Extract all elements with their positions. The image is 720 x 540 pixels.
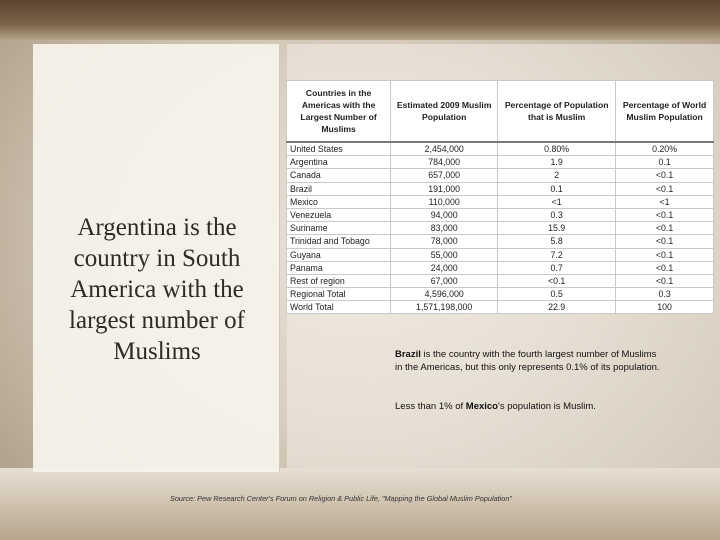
table-row	[287, 288, 714, 301]
table-row	[287, 261, 714, 274]
brazil-note-text: is the country with the fourth largest number of Muslims in the Americas, but this only represents 0.1% of its population.	[395, 349, 660, 373]
cell-percent-population: 0.5	[498, 288, 616, 301]
mexico-note	[395, 401, 665, 414]
cell-country: Canada	[287, 169, 391, 182]
cell-percent-world: 0.1	[616, 156, 714, 169]
table-header-row	[287, 81, 714, 143]
cell-percent-world: <0.1	[616, 169, 714, 182]
cell-country: Venezuela	[287, 208, 391, 221]
cell-percent-population: 0.1	[498, 182, 616, 195]
cell-population: 94,000	[391, 208, 498, 221]
cell-percent-world: <1	[616, 195, 714, 208]
brazil-note-bold: Brazil	[395, 349, 421, 360]
cell-percent-world: 0.20%	[616, 142, 714, 156]
table-row	[287, 208, 714, 221]
cell-country: Rest of region	[287, 274, 391, 287]
table-row	[287, 235, 714, 248]
cell-population: 191,000	[391, 182, 498, 195]
cell-percent-world: <0.1	[616, 274, 714, 287]
table-row	[287, 248, 714, 261]
cell-percent-world: 0.3	[616, 288, 714, 301]
brazil-note	[395, 349, 665, 374]
cell-population: 784,000	[391, 156, 498, 169]
column-header-population: Estimated 2009 Muslim Population	[391, 81, 498, 143]
cell-population: 78,000	[391, 235, 498, 248]
cell-population: 657,000	[391, 169, 498, 182]
table-row	[287, 274, 714, 287]
cell-percent-population: 0.7	[498, 261, 616, 274]
cell-percent-population: 7.2	[498, 248, 616, 261]
cell-country: Regional Total	[287, 288, 391, 301]
cell-population: 24,000	[391, 261, 498, 274]
cell-percent-world: <0.1	[616, 248, 714, 261]
cell-percent-world: <0.1	[616, 235, 714, 248]
cell-country: Panama	[287, 261, 391, 274]
cell-country: Brazil	[287, 182, 391, 195]
cell-population: 110,000	[391, 195, 498, 208]
mexico-note-bold: Mexico	[465, 401, 498, 412]
cell-percent-world: <0.1	[616, 208, 714, 221]
top-band	[0, 0, 720, 40]
table-row	[287, 195, 714, 208]
cell-percent-world: <0.1	[616, 261, 714, 274]
cell-population: 1,571,198,000	[391, 301, 498, 314]
cell-percent-population: 2	[498, 169, 616, 182]
title-panel	[33, 44, 280, 472]
column-header-country: Countries in the Americas with the Largest Number of Muslims	[287, 81, 391, 143]
mexico-note-prefix: Less than 1% of	[395, 401, 466, 412]
cell-percent-population: 5.8	[498, 235, 616, 248]
cell-percent-population: <0.1	[498, 274, 616, 287]
table-row	[287, 169, 714, 182]
table-row	[287, 156, 714, 169]
muslim-population-table	[286, 80, 714, 314]
cell-percent-world: <0.1	[616, 222, 714, 235]
cell-population: 4,596,000	[391, 288, 498, 301]
cell-country: World Total	[287, 301, 391, 314]
cell-percent-population: 0.3	[498, 208, 616, 221]
table-row	[287, 301, 714, 314]
cell-percent-population: <1	[498, 195, 616, 208]
table-row	[287, 222, 714, 235]
source-citation: Source: Pew Research Center's Forum on Religion & Public Life, "Mapping the Global Muslim Population"	[170, 494, 512, 503]
column-header-percent-world: Percentage of World Muslim Population	[616, 81, 714, 143]
cell-country: Argentina	[287, 156, 391, 169]
cell-percent-world: 100	[616, 301, 714, 314]
table-row	[287, 142, 714, 156]
cell-country: Mexico	[287, 195, 391, 208]
cell-country: Guyana	[287, 248, 391, 261]
cell-population: 55,000	[391, 248, 498, 261]
cell-percent-population: 0.80%	[498, 142, 616, 156]
slide-title: Argentina is the country in South America with the largest number of Muslims	[69, 214, 245, 365]
cell-country: United States	[287, 142, 391, 156]
table-body	[287, 142, 714, 314]
cell-percent-world: <0.1	[616, 182, 714, 195]
cell-percent-population: 15.9	[498, 222, 616, 235]
bottom-band	[0, 468, 720, 540]
column-header-percent-population: Percentage of Population that is Muslim	[498, 81, 616, 143]
cell-percent-population: 22.9	[498, 301, 616, 314]
mexico-note-suffix: 's population is Muslim.	[498, 401, 596, 412]
cell-country: Suriname	[287, 222, 391, 235]
cell-population: 67,000	[391, 274, 498, 287]
cell-percent-population: 1.9	[498, 156, 616, 169]
cell-population: 2,454,000	[391, 142, 498, 156]
cell-population: 83,000	[391, 222, 498, 235]
cell-country: Trinidad and Tobago	[287, 235, 391, 248]
table-row	[287, 182, 714, 195]
